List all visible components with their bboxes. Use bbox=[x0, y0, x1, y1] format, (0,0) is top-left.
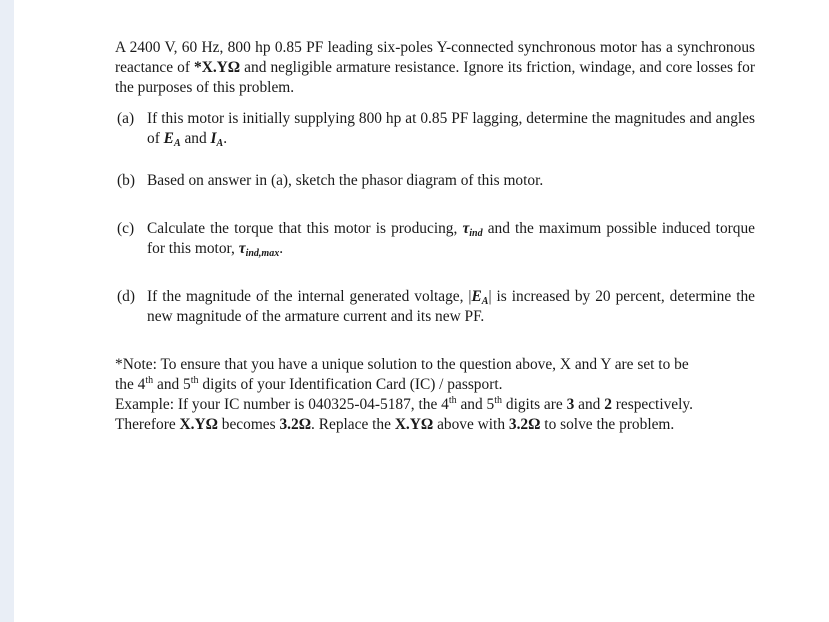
question-c-label: (c) bbox=[117, 220, 135, 237]
question-c-text-1: Calculate the torque that this motor is producing, bbox=[147, 220, 463, 237]
reactance-token: *X.YΩ bbox=[194, 59, 241, 76]
question-a-and: and bbox=[180, 130, 211, 147]
note-line-3-sup-1: th bbox=[448, 395, 457, 406]
intro-text-2: and negligible armature resistance. Ignore its friction, windage, and core losses for the purposes of this problem. bbox=[115, 59, 755, 96]
ea-symbol: E bbox=[163, 130, 174, 147]
ea-magnitude-subscript: A bbox=[481, 296, 489, 307]
question-b bbox=[115, 171, 755, 191]
question-c-end: . bbox=[279, 240, 284, 257]
tau-indmax-subscript: ind,max bbox=[245, 248, 280, 259]
ia-symbol: I bbox=[210, 130, 217, 147]
question-d bbox=[115, 287, 755, 327]
note-line-2-b: and 5 bbox=[153, 376, 191, 393]
question-a-text: If this motor is initially supplying 800 hp at 0.85 PF lagging, determine the magnitudes and angles of bbox=[147, 110, 755, 147]
tau-indmax-symbol: τ bbox=[238, 240, 246, 257]
left-margin-strip bbox=[0, 0, 14, 622]
problem-document bbox=[115, 38, 755, 435]
question-d-text-2: | is increased by 20 percent, determine the new magnitude of the armature current and its new PF. bbox=[147, 288, 755, 325]
note-line-4-a: Therefore bbox=[115, 416, 180, 433]
note-line-4-e: to solve the problem. bbox=[540, 416, 675, 433]
tau-ind-subscript: ind bbox=[469, 228, 483, 239]
problem-intro bbox=[115, 38, 755, 98]
note-line-4-c: . Replace the bbox=[311, 416, 395, 433]
ea-magnitude-symbol: E bbox=[471, 288, 482, 305]
question-d-label: (d) bbox=[117, 288, 135, 305]
tau-ind-symbol: τ bbox=[462, 220, 470, 237]
intro-text-1: A 2400 V, 60 Hz, 800 hp 0.85 PF leading six-poles Y-connected synchronous motor has a synchronous reactance of bbox=[115, 39, 755, 76]
question-a-label: (a) bbox=[117, 110, 135, 127]
note-line-3-a: Example: If your IC number is 040325-04-5187, the 4 bbox=[115, 396, 449, 413]
note-line-3-b: and 5 bbox=[456, 396, 495, 413]
note-line-3-e: respectively. bbox=[611, 396, 693, 413]
example-value-1: 3.2Ω bbox=[279, 416, 312, 433]
note-line-2-a: the 4 bbox=[115, 376, 146, 393]
note-line-3-d: and bbox=[574, 396, 605, 413]
note-line-3-c: digits are bbox=[502, 396, 567, 413]
note-line-2-c: digits of your Identification Card (IC) / passport. bbox=[198, 376, 503, 393]
example-value-2: 3.2Ω bbox=[508, 416, 541, 433]
note-section bbox=[115, 355, 755, 435]
note-line-1 bbox=[115, 355, 755, 375]
token-xy-2: X.YΩ bbox=[394, 416, 434, 433]
note-line-2 bbox=[115, 375, 755, 395]
question-b-text: Based on answer in (a), sketch the phasor diagram of this motor. bbox=[147, 172, 544, 189]
note-line-3-sup-2: th bbox=[494, 395, 503, 406]
note-line-4 bbox=[115, 415, 755, 435]
question-c bbox=[115, 219, 755, 259]
note-line-2-sup-1: th bbox=[145, 375, 154, 386]
note-line-3 bbox=[115, 395, 755, 415]
note-line-4-b: becomes bbox=[217, 416, 280, 433]
question-c-text-2: and the maximum possible induced torque for this motor, bbox=[147, 220, 755, 257]
example-digit-x: 3 bbox=[566, 396, 575, 413]
question-d-text-1: If the magnitude of the internal generated voltage, | bbox=[147, 288, 472, 305]
question-a-end: . bbox=[223, 130, 228, 147]
note-line-2-sup-2: th bbox=[190, 375, 199, 386]
question-b-label: (b) bbox=[117, 172, 135, 189]
token-xy-1: X.YΩ bbox=[179, 416, 218, 433]
note-line-4-d: above with bbox=[433, 416, 509, 433]
question-a bbox=[115, 109, 755, 149]
example-digit-y: 2 bbox=[604, 396, 612, 413]
note-line-1-text: *Note: To ensure that you have a unique solution to the question above, X and Y are set to be bbox=[115, 356, 689, 373]
ea-subscript: A bbox=[173, 138, 181, 149]
ia-subscript: A bbox=[216, 138, 224, 149]
